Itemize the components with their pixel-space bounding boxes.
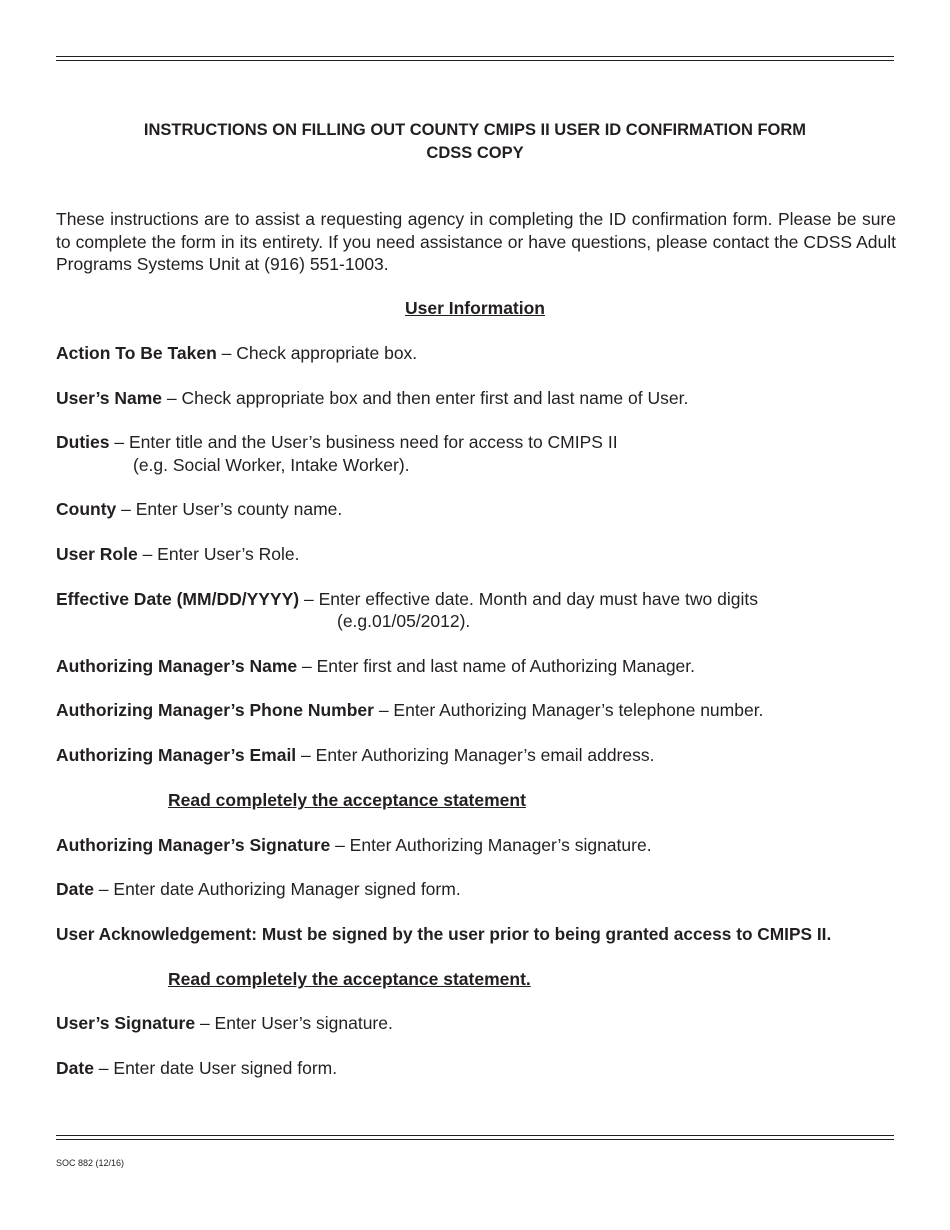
instruction-text: – Enter Authorizing Manager’s telephone number. [373,700,764,720]
instruction-text: – Enter User’s county name. [116,499,343,519]
section-heading-user-information: User Information [404,298,546,318]
instruction-authorizing-manager-phone [56,699,763,722]
instruction-label: User Role [56,544,138,564]
instruction-label: County [56,499,117,519]
bottom-double-rule [56,1135,894,1140]
instruction-label: Authorizing Manager’s Phone Number [56,700,374,720]
instruction-effective-date-continuation: (e.g.01/05/2012). [337,611,471,631]
instruction-label: Duties [56,432,110,452]
instruction-text: – Enter first and last name of Authorizing Manager. [297,656,696,676]
instruction-user-date [56,1057,337,1080]
user-acknowledgement-heading: User Acknowledgement: Must be signed by the user prior to being granted access to CMIPS II. [56,924,832,944]
instruction-county [56,498,342,521]
page-subtitle: CDSS COPY [426,144,524,162]
instruction-users-name [56,387,688,410]
instruction-users-signature [56,1012,393,1035]
instruction-label: Date [56,1058,94,1078]
instruction-text: – Enter User’s Role. [137,544,300,564]
instruction-label: Authorizing Manager’s Email [56,745,297,765]
instruction-label: Authorizing Manager’s Name [56,656,298,676]
instruction-label: User’s Signature [56,1013,196,1033]
instruction-text: – Enter Authorizing Manager’s email address. [296,745,655,765]
instruction-text: – Enter effective date. Month and day must have two digits [299,589,758,609]
instruction-manager-date [56,878,461,901]
instruction-label: Effective Date (MM/DD/YYYY) [56,589,300,609]
acceptance-statement-heading-manager: Read completely the acceptance statement [168,790,526,810]
instruction-label: User’s Name [56,388,163,408]
form-code: SOC 882 (12/16) [56,1158,125,1168]
top-double-rule [56,56,894,61]
instruction-label: Date [56,879,94,899]
instruction-text: – Enter title and the User’s business need for access to CMIPS II [109,432,618,452]
instruction-text: – Check appropriate box. [216,343,418,363]
acceptance-statement-heading-user: Read completely the acceptance statement. [168,969,531,989]
instruction-label: Action To Be Taken [56,343,217,363]
instruction-authorizing-manager-signature [56,834,652,857]
intro-paragraph: These instructions are to assist a requesting agency in completing the ID confirmation form. Please be sure to complete the form in its entirety. If you need assistance or have questions, please contact the CDSS Adult Programs Systems Unit at (916) 551-1003. [56,209,896,274]
instruction-action-to-be-taken [56,342,417,365]
instruction-effective-date [56,588,758,611]
instruction-user-role [56,543,299,566]
instruction-duties-continuation: (e.g. Social Worker, Intake Worker). [133,455,410,475]
instruction-duties [56,431,618,454]
instruction-text: – Enter User’s signature. [195,1013,393,1033]
instruction-label: Authorizing Manager’s Signature [56,835,331,855]
instruction-text: – Enter Authorizing Manager’s signature. [330,835,652,855]
instruction-authorizing-manager-email [56,744,655,767]
instruction-text: – Check appropriate box and then enter first and last name of User. [162,388,689,408]
instruction-authorizing-manager-name [56,655,695,678]
instruction-text: – Enter date User signed form. [93,1058,338,1078]
page-title: INSTRUCTIONS ON FILLING OUT COUNTY CMIPS II USER ID CONFIRMATION FORM [143,121,807,139]
instruction-text: – Enter date Authorizing Manager signed form. [93,879,461,899]
